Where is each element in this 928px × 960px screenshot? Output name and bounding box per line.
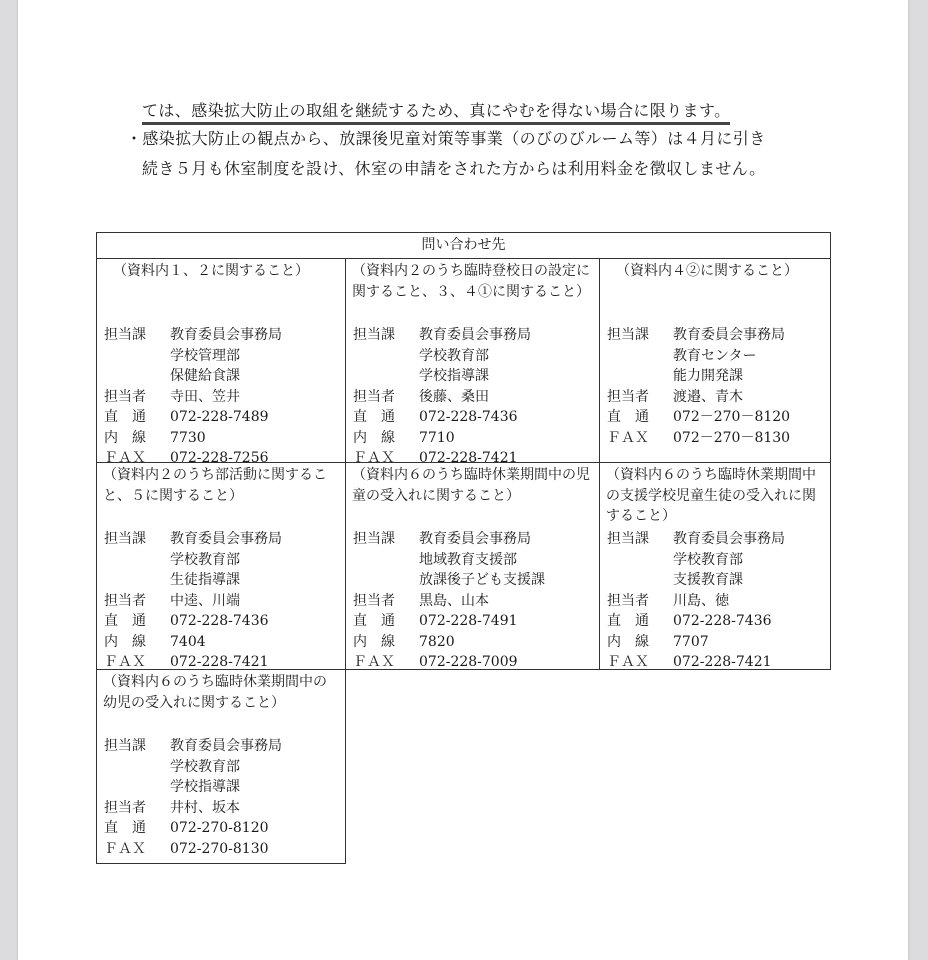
dept-name: 学校教育部	[170, 551, 240, 568]
dept-name: 放課後子ども支援課	[419, 572, 545, 588]
dept-name: 学校教育部	[419, 347, 489, 364]
document-page	[18, 0, 908, 960]
dept-label: 担当課	[104, 327, 146, 343]
direct-number: 072－270－8120	[673, 409, 791, 425]
contact-cell	[345, 462, 600, 670]
contacts-header: 問い合わせ先	[96, 232, 831, 258]
person-names: 井村、坂本	[170, 799, 240, 816]
contact-cell	[96, 669, 346, 864]
extension-label: 内 線	[607, 633, 649, 650]
contact-cell	[599, 462, 831, 670]
person-names: 川島、徳	[673, 592, 729, 609]
person-label: 担当者	[607, 592, 649, 609]
contact-topic: （資料内６のうち臨時休業期間中の幼児の受入れに関すること）	[103, 674, 327, 711]
fax-label: ＦＡＸ	[104, 840, 146, 857]
dept-name: 学校指導課	[419, 368, 489, 384]
contact-topic: （資料内４②に関すること）	[616, 263, 798, 279]
direct-number: 072-228-7491	[419, 613, 518, 629]
dept-name: 教育委員会事務局	[170, 327, 282, 343]
dept-name: 教育センター	[673, 347, 757, 364]
person-label: 担当者	[104, 799, 146, 816]
dept-name: 学校教育部	[673, 551, 743, 568]
extension-label: 内 線	[353, 429, 395, 446]
dept-name: 支援教育課	[673, 572, 743, 588]
person-label: 担当者	[353, 592, 395, 609]
direct-number: 072-228-7436	[673, 613, 772, 629]
contact-topic: （資料内２のうち部活動に関すること、５に関すること）	[103, 467, 327, 504]
person-label: 担当者	[607, 388, 649, 405]
dept-name: 学校指導課	[170, 779, 240, 795]
person-names: 黒島、山本	[419, 592, 489, 609]
person-names: 渡邉、青木	[673, 388, 743, 405]
dept-label: 担当課	[607, 531, 649, 547]
dept-label: 担当課	[607, 327, 649, 343]
dept-name: 学校教育部	[170, 758, 240, 775]
extension-label: 内 線	[104, 633, 146, 650]
direct-label: 直 通	[104, 409, 146, 425]
fax-label: ＦＡＸ	[353, 450, 395, 466]
dept-name: 教育委員会事務局	[673, 531, 785, 547]
contact-cell	[96, 258, 346, 466]
direct-label: 直 通	[353, 613, 395, 629]
fax-label: ＦＡＸ	[104, 450, 146, 466]
direct-label: 直 通	[104, 613, 146, 629]
direct-label: 直 通	[104, 820, 146, 836]
dept-name: 教育委員会事務局	[673, 327, 785, 343]
contact-topic: （資料内６のうち臨時休業期間中の児童の受入れに関すること）	[352, 467, 590, 504]
direct-number: 072-228-7436	[419, 409, 518, 425]
fax-label: ＦＡＸ	[607, 429, 649, 446]
fax-number: 072－270－8130	[673, 429, 791, 446]
person-label: 担当者	[104, 388, 146, 405]
intro-line-1: ては、感染拡大防止の取組を継続するため、真にやむを得ない場合に限ります。	[142, 98, 730, 125]
contact-cell	[599, 258, 831, 463]
extension-number: 7710	[419, 429, 455, 446]
extension-number: 7730	[170, 429, 206, 446]
person-names: 中逵、川端	[170, 592, 240, 609]
contact-topic: （資料内１、２に関すること）	[113, 263, 309, 279]
extension-number: 7707	[673, 633, 709, 650]
direct-number: 072-228-7436	[170, 613, 269, 629]
extension-number: 7820	[419, 633, 455, 650]
dept-label: 担当課	[353, 327, 395, 343]
direct-number: 072-270-8120	[170, 820, 269, 836]
person-label: 担当者	[104, 592, 146, 609]
extension-label: 内 線	[353, 633, 395, 650]
contacts-table	[18, 0, 908, 960]
dept-name: 地域教育支援部	[419, 551, 517, 568]
person-names: 後藤、桑田	[419, 388, 489, 405]
contact-cell	[345, 258, 600, 466]
fax-label: ＦＡＸ	[104, 654, 146, 670]
dept-name: 教育委員会事務局	[170, 738, 282, 754]
person-names: 寺田、笠井	[170, 388, 240, 405]
intro-line-3: 続き５月も休室制度を設け、休室の申請をされた方からは利用料金を徴収しません。	[142, 159, 766, 178]
intro-line-2: ・感染拡大防止の観点から、放課後児童対策等事業（のびのびルーム等）は４月に引き	[126, 129, 766, 148]
contact-topic: （資料内２のうち臨時登校日の設定に関すること、３、４①に関すること）	[352, 263, 590, 300]
fax-number: 072-228-7009	[419, 654, 518, 670]
dept-label: 担当課	[353, 531, 395, 547]
extension-number: 7404	[170, 633, 206, 650]
direct-label: 直 通	[607, 409, 649, 425]
dept-name: 教育委員会事務局	[419, 327, 531, 343]
fax-label: ＦＡＸ	[353, 654, 395, 670]
direct-number: 072-228-7489	[170, 409, 269, 425]
dept-name: 教育委員会事務局	[170, 531, 282, 547]
fax-number: 072-228-7421	[419, 450, 518, 466]
fax-number: 072-228-7421	[170, 654, 269, 670]
dept-name: 生徒指導課	[170, 572, 240, 588]
dept-name: 保健給食課	[170, 368, 240, 384]
dept-name: 教育委員会事務局	[419, 531, 531, 547]
dept-label: 担当課	[104, 738, 146, 754]
fax-label: ＦＡＸ	[607, 654, 649, 670]
dept-label: 担当課	[104, 531, 146, 547]
dept-name: 学校管理部	[170, 347, 240, 364]
direct-label: 直 通	[607, 613, 649, 629]
fax-number: 072-228-7421	[673, 654, 772, 670]
dept-name: 能力開発課	[673, 368, 743, 384]
fax-number: 072-270-8130	[170, 840, 269, 857]
direct-label: 直 通	[353, 409, 395, 425]
fax-number: 072-228-7256	[170, 450, 269, 466]
person-label: 担当者	[353, 388, 395, 405]
contact-cell	[96, 462, 346, 670]
extension-label: 内 線	[104, 429, 146, 446]
contact-topic: （資料内６のうち臨時休業期間中の支援学校児童生徒の受入れに関すること）	[606, 467, 816, 524]
